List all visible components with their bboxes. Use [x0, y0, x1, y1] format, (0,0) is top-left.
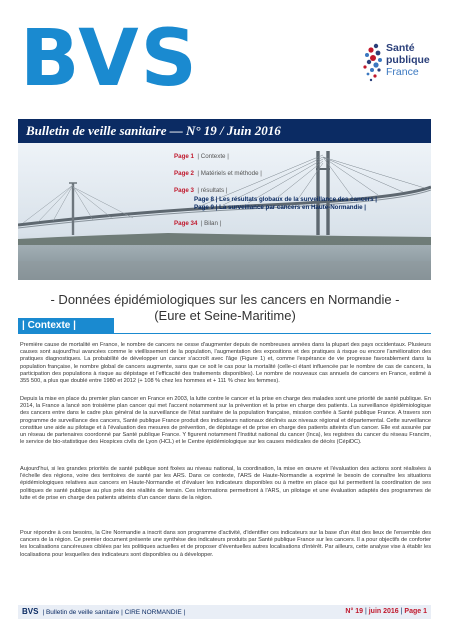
sante-publique-france-wordmark: Santé publique France: [386, 42, 430, 78]
toc-subitem-surveillance-cancers[interactable]: Page 9 | La surveillance par cancers en Haute-Normandie |: [194, 204, 366, 211]
toc-item-materiels[interactable]: Page 2 | Matériels et méthode |: [174, 170, 262, 177]
toc-item-contexte[interactable]: Page 1 | Contexte |: [174, 153, 229, 160]
bulletin-title: Bulletin de veille sanitaire — N° 19 / Juin 2016: [26, 123, 281, 138]
document-title: - Données épidémiologiques sur les cancers en Normandie - (Eure et Seine-Maritime): [50, 292, 400, 323]
sante-publique-france-logo: [356, 40, 436, 96]
footer-date: juin 2016: [368, 608, 399, 615]
footer-issue: N° 19: [345, 608, 363, 615]
section-divider: [114, 333, 431, 334]
footer-publication: | Bulletin de veille sanitaire | CIRE NORMANDIE |: [42, 609, 186, 616]
paragraph-2: Depuis la mise en place du premier plan cancer en France en 2003, la lutte contre le cancer et la prise en charge des malades sont une priorité de santé publique. En 2014, la France a lancé son troisième plan cancer qui met l'accent notamment sur la prévention et la prise en charge des patients. La surveillance épidémiologique des cancers entre dans le cadre plus général de la surveillance de l'état sanitaire de la population française, mission confiée à Santé publique France. A travers son programme de surveillance des cancers, Santé publique France produit des indicateurs nationaux déclinés aux niveaux régional et départemental. Cette surveillance constitue une aide au pilotage et à l'évaluation des mesures de prévention, de dépistage et de prise en charge des patients atteints d'un cancer. Elle est assurée par un réseau de partenaires coordonné par Santé publique France. Y figurent notamment l'Institut national du cancer (Inca), les registres du cancer du réseau Francim, le service de bio-statistique des Hospices civils de Lyon (HCL) et le Centre épidémiologique sur les causes médicales de décès (CépiDC).: [20, 396, 431, 446]
section-title: | Contexte |: [22, 320, 76, 331]
footer-page: Page 1: [404, 608, 427, 615]
paragraph-1: Première cause de mortalité en France, le nombre de cancers ne cesse d'augmenter depuis de nombreuses années dans la plupart des pays occidentaux. Plusieurs causes sont aujourd'hui avancées comme le vieillissement de la population, l'augmentation des expositions et des pratiques à risque ou encore l'amélioration des pratiques diagnostiques. La probabilité de développer un cancer s'accroît avec l'âge (Figure 1) et, comme l'espérance de vie progresse favorablement dans la population française, le nombre global de cancers augmente, sans que ce soit le cas pour la mortalité (celle-ci étant influencée par le nombre de cas de cancers, la participation des populations à risque au dépistage et l'efficacité des traitements disponibles). Le nombre de nouveaux cas annuels de cancers en France, estimé à 355 500, a plus que doublé entre 1980 et 2012 (+ 108 % chez les hommes et + 111 % chez les femmes).: [20, 342, 431, 385]
toc-item-resultats[interactable]: Page 3 | résultats |: [174, 187, 228, 194]
toc-subitem-resultats-globaux[interactable]: Page 8 | Les résultats globaux de la surveillance des cancers |: [194, 196, 377, 203]
toc-item-bilan[interactable]: Page 34 | Bilan |: [174, 220, 222, 227]
footer-right: N° 19 | juin 2016 | Page 1: [345, 608, 427, 615]
paragraph-3: Aujourd'hui, si les grandes priorités de santé publique sont fixées au niveau national, la coordination, la mise en œuvre et l'évaluation des actions sont réalisées à l'échelle des régions, voire des territoires de santé par les ARS. Dans ce contexte, l'ARS de Haute-Normandie a exprimé le besoin de connaître les situations épidémiologiques relatives aux cancers en Haute-Normandie et d'évaluer les indicateurs disponibles ou à mettre en place qui lui permettent la coordination de ses politiques de santé publique au plus près des réalités de terrain. Ces informations permettront à l'ARS, un pilotage et une évaluation adaptés des programmes de lutte et de prise en charge des patients atteints d'un cancer dans de la région.: [20, 466, 431, 501]
footer-left: [22, 606, 185, 619]
paragraph-4: Pour répondre à ces besoins, la Cire Normandie a inscrit dans son programme d'activité, d'identifier ces indicateurs sur la base d'un état des lieux de l'ensemble des cancers de la région. Ce premier document présente une synthèse des indicateurs produits par Santé publique France sur les cancers. Il a pour objectifs de conforter les localisations cancéreuses ciblées par les politiques actuelles et de proposer d'éventuelles autres localisations d'intérêt. Par ailleurs, cette analyse vise à établir les localisations pour lesquelles des indicateurs sont disponibles ou à développer.: [20, 530, 431, 558]
bvs-logo: BVS: [20, 14, 199, 104]
dots-icon: [356, 40, 386, 92]
footer-brand: BVS: [22, 607, 39, 616]
